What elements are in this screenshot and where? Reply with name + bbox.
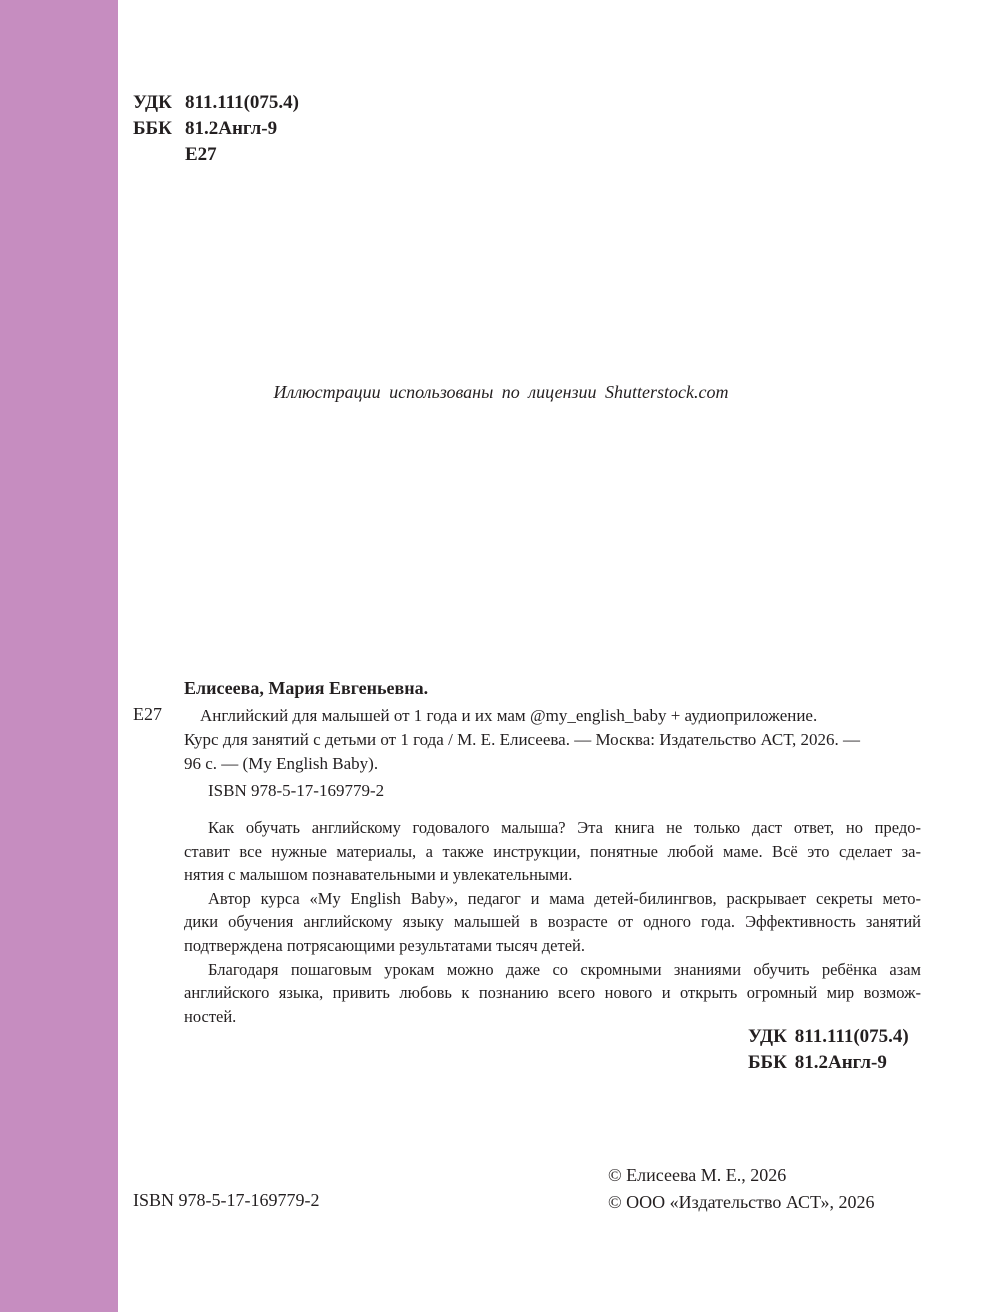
biblio-line: 96 с. — (My English Baby). bbox=[184, 754, 379, 773]
annotation-line: Как обучать английскому годовалого малыша? Эта книга не только даст ответ, но предо- bbox=[208, 818, 921, 837]
biblio-line: Курс для занятий с детьми от 1 года / М. Е. Елисеева. — Москва: Издательство АСТ, 2026. — bbox=[184, 730, 860, 749]
annotation-line: английского языка, привить любовь к познанию всего нового и открыть огромный мир возмож- bbox=[184, 983, 921, 1003]
bbk-value: 81.2Англ-9 bbox=[794, 1052, 887, 1073]
copyright-author: © Елисеева М. Е., 2026 bbox=[608, 1165, 787, 1185]
bbk-value: 81.2Англ-9 bbox=[185, 118, 278, 139]
udk-label: УДК bbox=[133, 92, 172, 113]
illustration-credit: Иллюстрации использованы по лицензии Shutterstock.com bbox=[273, 382, 729, 402]
annotation-line: Автор курса «My English Baby», педагог и мама детей-билингвов, раскрывает секреты мето- bbox=[208, 888, 921, 908]
annotation-line: ставит все нужные материалы, а также инструкции, понятные любой маме. Всё это сделает за- bbox=[184, 841, 921, 861]
author-name: Елисеева, Мария Евгеньевна. bbox=[184, 678, 429, 698]
annotation-line: нятия с малышом познавательными и увлекательными. bbox=[184, 865, 573, 885]
classification-codes-top bbox=[133, 90, 299, 168]
annotation-line: Благодаря пошаговым урокам можно даже со скромными знаниями обучить ребёнка азам bbox=[208, 959, 921, 979]
copyright-block bbox=[608, 1162, 875, 1216]
author-mark-top: Е27 bbox=[185, 144, 217, 165]
classification-codes-bottom bbox=[748, 1024, 909, 1076]
annotation bbox=[184, 816, 921, 1028]
udk-value: 811.111(075.4) bbox=[794, 1026, 909, 1047]
annotation-line: ностей. bbox=[184, 1006, 237, 1026]
imprint-page bbox=[118, 0, 1000, 1312]
author-mark: Е27 bbox=[133, 704, 162, 724]
udk-value: 811.111(075.4) bbox=[185, 92, 300, 113]
biblio-line: Английский для малышей от 1 года и их мам @my_english_baby + аудиоприложение. bbox=[200, 706, 818, 725]
annotation-line: дики обучения английскому языку малышей в возрасте от одного года. Эффективность занятий bbox=[184, 912, 921, 932]
bbk-label: ББК bbox=[748, 1052, 787, 1073]
copyright-publisher: © ООО «Издательство АСТ», 2026 bbox=[608, 1192, 875, 1212]
footer-isbn: ISBN 978-5-17-169779-2 bbox=[133, 1190, 320, 1210]
isbn: ISBN 978-5-17-169779-2 bbox=[208, 781, 385, 800]
bibliographic-description bbox=[184, 704, 921, 776]
side-color-band bbox=[0, 0, 118, 1312]
bbk-label: ББК bbox=[133, 118, 172, 139]
annotation-line: подтверждена потрясающими результатами тысяч детей. bbox=[184, 935, 585, 955]
udk-label: УДК bbox=[748, 1026, 787, 1047]
